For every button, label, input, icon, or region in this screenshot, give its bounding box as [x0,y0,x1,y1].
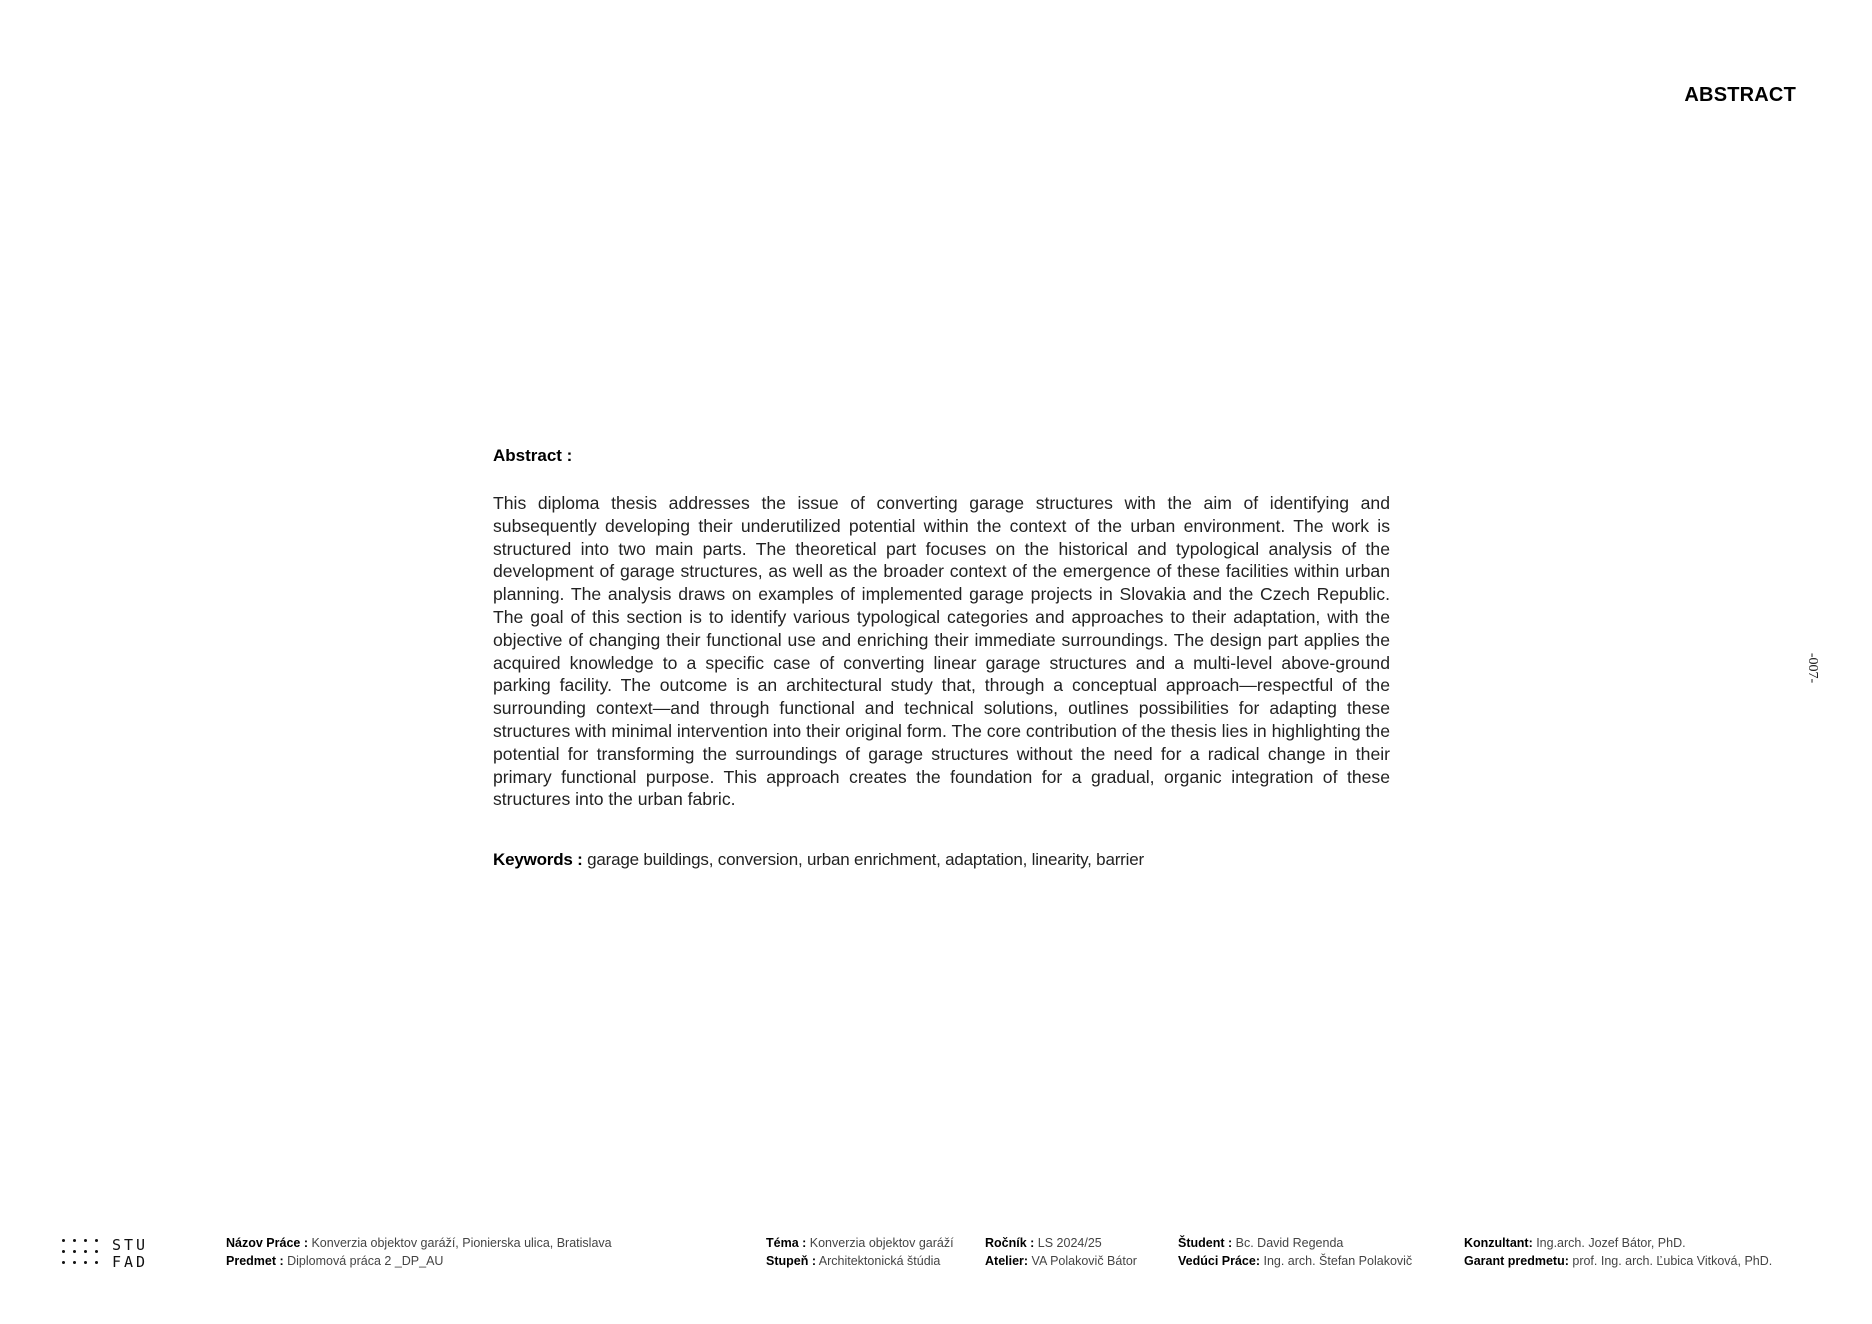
logo-letters [112,1237,148,1271]
stu-fad-logo [60,1236,160,1276]
footer-column-consultant [1464,1234,1772,1270]
footer-column-title [226,1234,612,1270]
section-title: ABSTRACT [1684,84,1796,106]
footer-column-theme [766,1234,954,1270]
footer-nazov: Názov Práce : Konverzia objektov garáží, Pionierska ulica, Bratislava [226,1236,612,1250]
footer-rocnik: Ročník : LS 2024/25 [985,1236,1102,1250]
footer-konzultant: Konzultant: Ing.arch. Jozef Bátor, PhD. [1464,1236,1686,1250]
footer-student: Študent : Bc. David Regenda [1178,1236,1344,1250]
footer-garant: Garant predmetu: prof. Ing. arch. Ľubica Vitková, PhD. [1464,1254,1773,1268]
footer-atelier: Atelier: VA Polakovič Bátor [985,1254,1137,1268]
page-number: -007- [1805,652,1820,684]
logo-bottom-text: FAD [112,1253,149,1271]
footer-tema: Téma : Konverzia objektov garáží [766,1236,954,1250]
footer-column-student [1178,1234,1412,1270]
footer-predmet: Predmet : Diplomová práca 2 _DP_AU [226,1254,444,1268]
keywords-line [493,850,1390,870]
keywords-label: Keywords : [493,850,583,870]
abstract-heading: Abstract : [493,446,573,465]
footer-stupen: Stupeň : Architektonická štúdia [766,1254,941,1268]
keywords-value: garage buildings, conversion, urban enrichment, adaptation, linearity, barrier [582,850,1144,870]
logo-dot-grid-icon [62,1239,106,1273]
footer-veduci: Vedúci Práce: Ing. arch. Štefan Polakovič [1178,1254,1413,1268]
logo-top-text: STU [112,1236,149,1254]
abstract-section [493,446,1390,870]
footer-column-year [985,1234,1137,1270]
abstract-body: This diploma thesis addresses the issue of converting garage structures with the aim of identifying and subsequently developing their underutilized potential within the context of the urban environment. The work is structured into two main parts. The theoretical part focuses on the historical and typological analysis of the development of garage structures, as well as the broader context of the emergence of these facilities within urban planning. The analysis draws on examples of implemented garage projects in Slovakia and the Czech Republic. The goal of this section is to identify various typological categories and approaches to their adaptation, with the objective of changing their functional use and enriching their immediate surroundings. The design part applies the acquired knowledge to a specific case of converting linear garage structures and a multi-level above-ground parking facility. The outcome is an architectural study that, through a conceptual approach—respectful of the surrounding context—and through functional and technical solutions, outlines possibilities for adapting these structures with minimal intervention into their original form. The core contribution of the thesis lies in highlighting the potential for transforming the surroundings of garage structures without the need for a radical change in their primary functional purpose. This approach creates the foundation for a gradual, organic integration of these structures into the urban fabric. [493,493,1390,810]
footer [0,1224,1872,1284]
